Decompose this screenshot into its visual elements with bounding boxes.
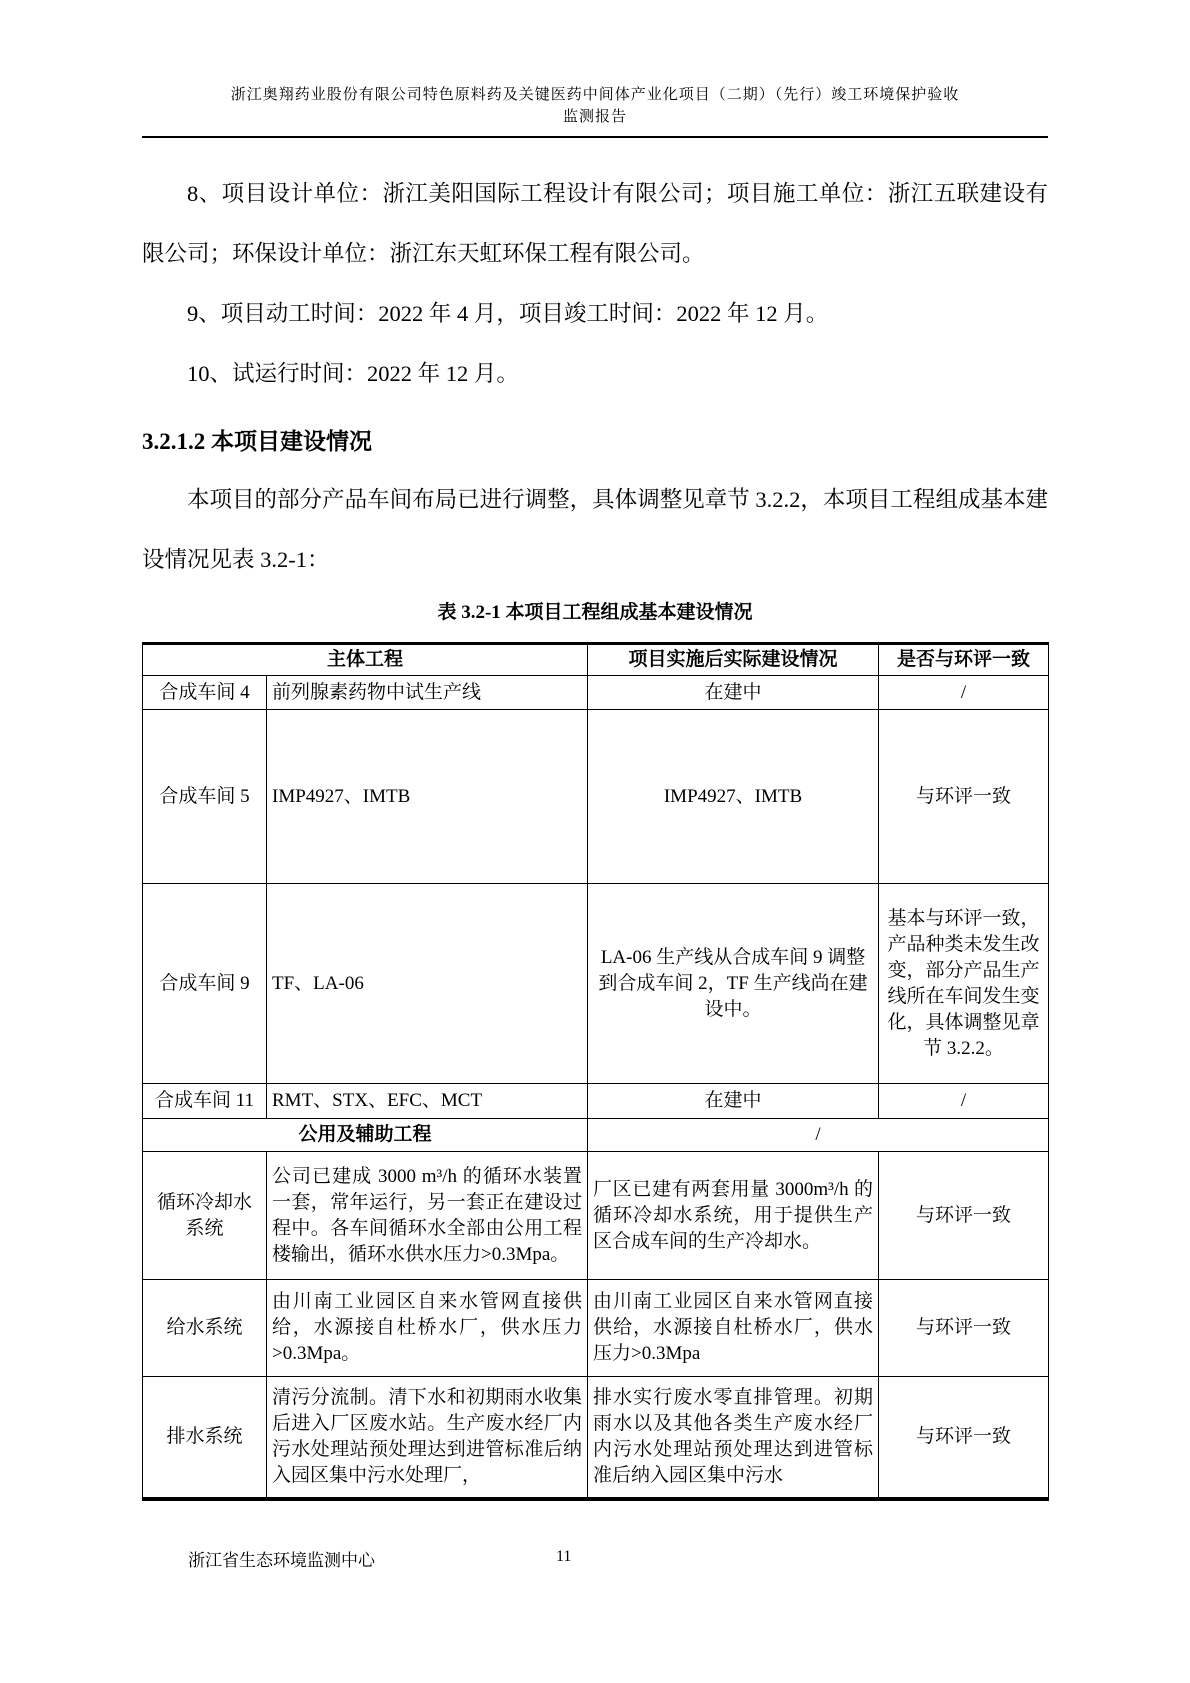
footer-organization: 浙江省生态环境监测中心 bbox=[188, 1551, 375, 1570]
row-description: TF、LA-06 bbox=[267, 884, 588, 1084]
row-actual: LA-06 生产线从合成车间 9 调整到合成车间 2，TF 生产线尚在建设中。 bbox=[588, 884, 879, 1084]
row-label: 合成车间 11 bbox=[143, 1084, 267, 1119]
table-row-workshop-4 bbox=[143, 676, 1049, 710]
running-header-line1: 浙江奥翔药业股份有限公司特色原料药及关键医药中间体产业化项目（二期）（先行）竣工环境保护验收 bbox=[230, 87, 960, 103]
table-row-workshop-9 bbox=[143, 884, 1049, 1084]
row-label: 合成车间 5 bbox=[143, 710, 267, 884]
row-description: RMT、STX、EFC、MCT bbox=[267, 1084, 588, 1119]
column-header-eia-consistency: 是否与环评一致 bbox=[879, 644, 1049, 676]
construction-table bbox=[142, 642, 1049, 1501]
row-consistency: / bbox=[879, 1084, 1049, 1119]
row-label: 合成车间 4 bbox=[143, 676, 267, 710]
running-header bbox=[142, 84, 1048, 128]
row-label: 排水系统 bbox=[143, 1377, 267, 1499]
row-description: 前列腺素药物中试生产线 bbox=[267, 676, 588, 710]
page-number: 11 bbox=[556, 1548, 572, 1565]
row-label: 循环冷却水系统 bbox=[143, 1152, 267, 1280]
section-heading: 3.2.1.2 本项目建设情况 bbox=[142, 429, 372, 454]
row-consistency: / bbox=[879, 676, 1049, 710]
row-label: 合成车间 9 bbox=[143, 884, 267, 1084]
row-actual: 厂区已建有两套用量 3000m³/h 的循环冷却水系统，用于提供生产区合成车间的生产冷却水。 bbox=[588, 1152, 879, 1280]
row-description: 由川南工业园区自来水管网直接供给，水源接自杜桥水厂，供水压力>0.3Mpa。 bbox=[267, 1280, 588, 1377]
subheader-label: 公用及辅助工程 bbox=[143, 1119, 588, 1152]
table-row-circulating-cooling-water bbox=[143, 1152, 1049, 1280]
row-description: 公司已建成 3000 m³/h 的循环水装置一套，常年运行，另一套正在建设过程中。各车间循环水全部由公用工程楼输出，循环水供水压力>0.3Mpa。 bbox=[267, 1152, 588, 1280]
column-header-actual-construction: 项目实施后实际建设情况 bbox=[588, 644, 879, 676]
table-row-workshop-5 bbox=[143, 710, 1049, 884]
paragraph-10: 10、试运行时间：2022 年 12 月。 bbox=[187, 361, 519, 386]
row-description: 清污分流制。清下水和初期雨水收集后进入厂区废水站。生产废水经厂内污水处理站预处理达到进管标准后纳入园区集中污水处理厂， bbox=[267, 1377, 588, 1499]
row-consistency: 与环评一致 bbox=[879, 1152, 1049, 1280]
row-actual: 在建中 bbox=[588, 1084, 879, 1119]
running-header-line2: 监测报告 bbox=[562, 109, 627, 125]
intro-paragraph: 本项目的部分产品车间布局已进行调整，具体调整见章节 3.2.2，本项目工程组成基本建设情况见表 3.2-1： bbox=[142, 487, 1048, 572]
table-row-water-supply bbox=[143, 1280, 1049, 1377]
row-actual: 在建中 bbox=[588, 676, 879, 710]
table-subheader-row bbox=[143, 1119, 1049, 1152]
paragraph-9: 9、项目动工时间：2022 年 4 月，项目竣工时间：2022 年 12 月。 bbox=[187, 301, 829, 326]
row-actual: 排水实行废水零直排管理。初期雨水以及其他各类生产废水经厂内污水处理站预处理达到进管标准后纳入园区集中污水 bbox=[588, 1377, 879, 1499]
row-label: 给水系统 bbox=[143, 1280, 267, 1377]
header-rule bbox=[142, 136, 1048, 138]
row-consistency: 与环评一致 bbox=[879, 1377, 1049, 1499]
row-consistency: 与环评一致 bbox=[879, 1280, 1049, 1377]
paragraph-8: 8、项目设计单位：浙江美阳国际工程设计有限公司；项目施工单位：浙江五联建设有限公司；环保设计单位：浙江东天虹环保工程有限公司。 bbox=[142, 181, 1048, 266]
table-row-drainage bbox=[143, 1377, 1049, 1499]
column-header-main-project: 主体工程 bbox=[143, 644, 588, 676]
table-caption: 表 3.2-1 本项目工程组成基本建设情况 bbox=[437, 602, 753, 623]
row-description: IMP4927、IMTB bbox=[267, 710, 588, 884]
row-actual: 由川南工业园区自来水管网直接供给，水源接自杜桥水厂，供水压力>0.3Mpa bbox=[588, 1280, 879, 1377]
row-consistency: 与环评一致 bbox=[879, 710, 1049, 884]
subheader-value: / bbox=[588, 1119, 1049, 1152]
table-header-row bbox=[143, 644, 1049, 676]
row-actual: IMP4927、IMTB bbox=[588, 710, 879, 884]
row-consistency: 基本与环评一致，产品种类未发生改变，部分产品生产线所在车间发生变化，具体调整见章节 3.2.2。 bbox=[879, 884, 1049, 1084]
table-row-workshop-11 bbox=[143, 1084, 1049, 1119]
page-header bbox=[142, 0, 1048, 138]
